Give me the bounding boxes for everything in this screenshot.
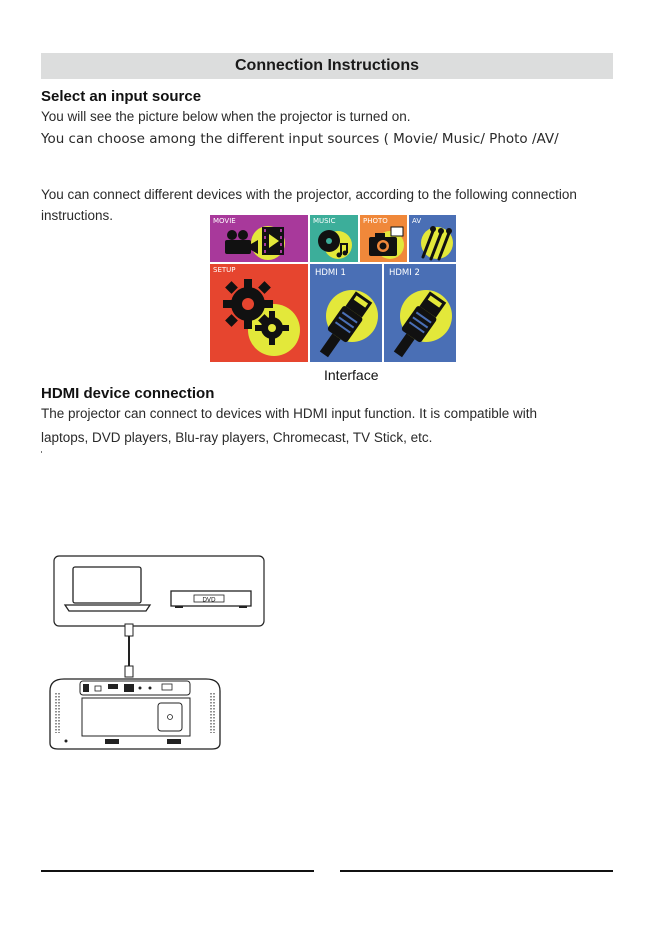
footer-rule-left xyxy=(41,870,314,872)
hdmi-connection-heading: HDMI device connection xyxy=(41,385,215,402)
select-input-heading: Select an input source xyxy=(41,88,202,105)
hdmi-cable xyxy=(125,624,133,677)
tile-hdmi1 xyxy=(310,264,382,362)
header-title: Connection Instructions xyxy=(235,57,419,74)
gear-icon xyxy=(210,264,308,362)
tile-hdmi2 xyxy=(384,264,456,362)
hdmi-plug-icon xyxy=(384,264,456,362)
hdmi-connection-diagram xyxy=(40,553,270,758)
tile-music xyxy=(310,215,358,262)
interface-caption: Interface xyxy=(324,367,379,383)
footer-rule-right xyxy=(340,870,613,872)
intro-line-2: You can choose among the different input sources ( Movie/ Music/ Photo /AV/ xyxy=(41,131,559,147)
stray-dot xyxy=(41,451,42,453)
interface-image xyxy=(210,215,456,362)
tile-music-label: MUSIC xyxy=(313,217,336,225)
intro-line-1: You will see the picture below when the projector is turned on. xyxy=(41,109,411,124)
tile-hdmi1-label: HDMI 1 xyxy=(315,268,346,278)
movie-camera-icon xyxy=(210,215,308,262)
tile-hdmi2-label: HDMI 2 xyxy=(389,268,420,278)
intro-line-4: instructions. xyxy=(41,208,114,223)
intro-line-3: You can connect different devices with the projector, according to the following connection xyxy=(41,187,577,202)
projector-icon xyxy=(50,679,220,749)
tile-av xyxy=(409,215,456,262)
hdmi-line-2: laptops, DVD players, Blu-ray players, Chromecast, TV Stick, etc. xyxy=(41,430,433,445)
music-disc-icon xyxy=(310,215,358,262)
section-header xyxy=(41,53,613,79)
tile-photo xyxy=(360,215,407,262)
tile-av-label: AV xyxy=(412,217,422,225)
tile-photo-label: PHOTO xyxy=(363,217,388,225)
tile-movie xyxy=(210,215,308,262)
tile-setup-label: SETUP xyxy=(213,266,236,274)
hdmi-plug-icon xyxy=(310,264,382,362)
dvd-label: DVD xyxy=(202,596,216,604)
laptop-icon xyxy=(65,567,150,611)
hdmi-line-1: The projector can connect to devices with HDMI input function. It is compatible with xyxy=(41,406,537,421)
av-cable-icon xyxy=(409,215,456,262)
tile-setup xyxy=(210,264,308,362)
camera-icon xyxy=(360,215,407,262)
tile-movie-label: MOVIE xyxy=(213,217,236,225)
